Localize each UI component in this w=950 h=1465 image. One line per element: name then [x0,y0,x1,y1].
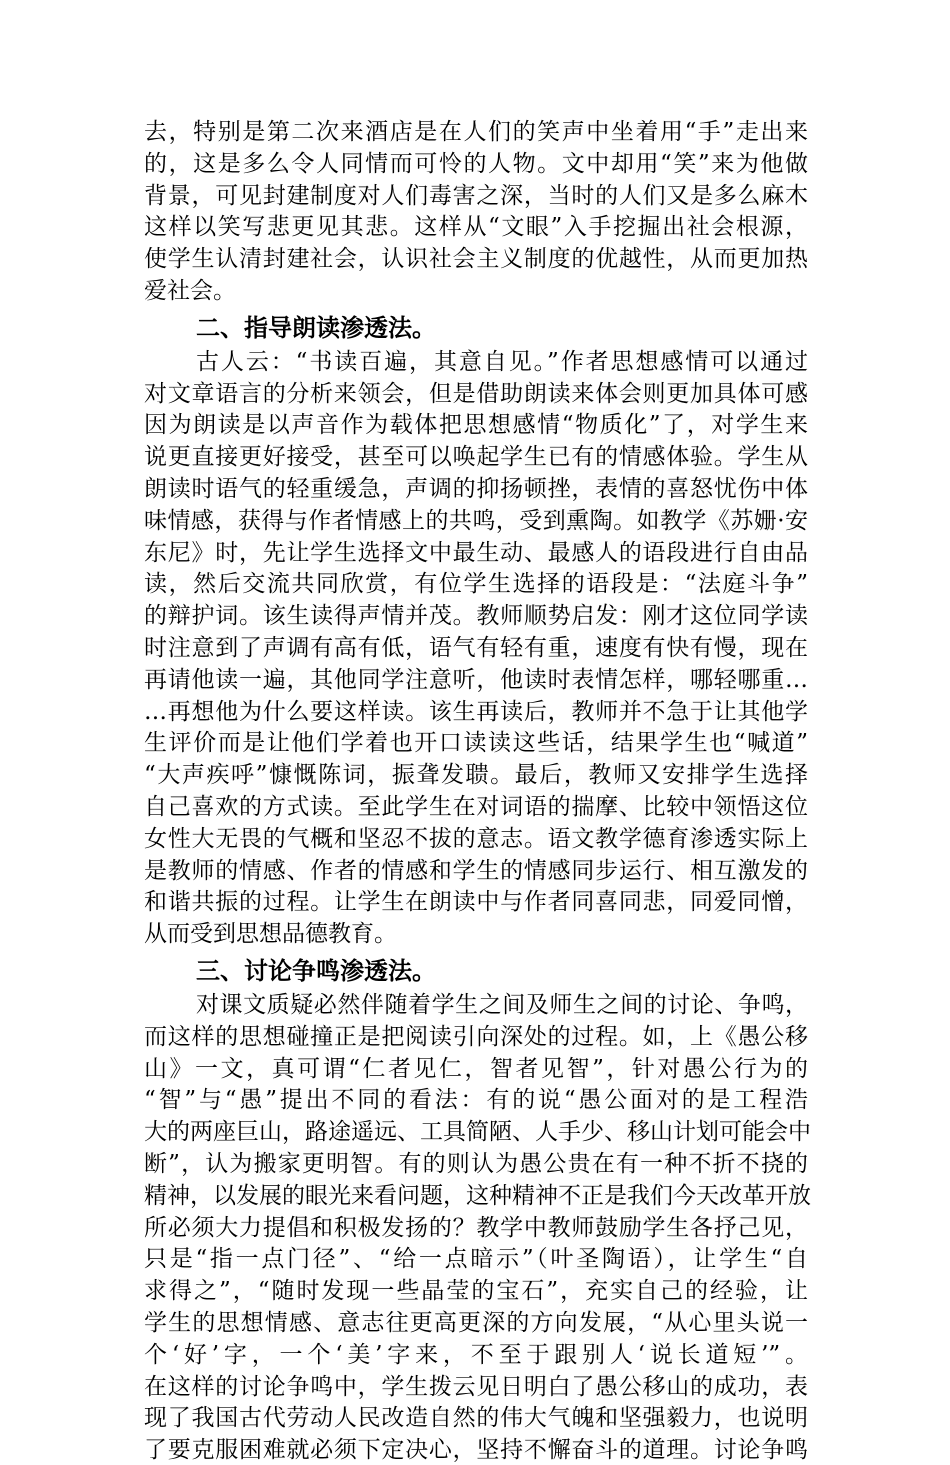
paragraph-line: 学生的思想情感、意志往更高更深的方向发展，“从心里头说一 [144,1310,808,1336]
paragraph-line: 去，特别是第二次来酒店是在人们的笑声中坐着用“手”走出来 [144,119,808,145]
paragraph-line: 因为朗读是以声音作为载体把思想感情“物质化”了，对学生来 [144,412,808,439]
section-heading-three: 三、讨论争鸣渗透法。 [196,957,436,985]
paragraph-line: 说更直接更好接受，甚至可以唤起学生已有的情感体验。学生从 [144,444,808,471]
paragraph-line: 个‘好’字，一个‘美’字来，不至于跟别人‘说长道短’”。 [144,1341,808,1368]
paragraph-line: 是教师的情感、作者的情感和学生的情感同步运行、相互激发的 [144,857,808,884]
paragraph-line: 味情感，获得与作者情感上的共鸣，受到熏陶。如教学《苏姗·安 [144,507,808,534]
paragraph-line: 只是“指一点门径”、“给一点暗示”（叶圣陶语），让学生“自 [144,1246,808,1273]
paragraph-line: 的，这是多么令人同情而可怜的人物。文中却用“笑”来为他做 [144,150,808,177]
paragraph-line: “智”与“愚”提出不同的看法：有的说“愚公面对的是工程浩 [144,1087,808,1114]
paragraph-line: 女性大无畏的气概和坚忍不拔的意志。语文教学德育渗透实际上 [144,825,808,852]
paragraph-line: 生评价而是让他们学着也开口读读这些话，结果学生也“喊道” [144,730,808,757]
paragraph-line: 对课文质疑必然伴随着学生之间及师生之间的讨论、争鸣， [196,992,808,1018]
paragraph-line: 再请他读一遍，其他同学注意听，他读时表情怎样，哪轻哪重… [144,666,808,693]
paragraph-line: 和谐共振的过程。让学生在朗读中与作者同喜同悲，同爱同憎， [144,889,808,916]
paragraph-line: 时注意到了声调有高有低，语气有轻有重，速度有快有慢，现在 [144,635,808,661]
paragraph-line: 现了我国古代劳动人民改造自然的伟大气魄和坚强毅力，也说明 [144,1405,808,1432]
paragraph-line: 对文章语言的分析来领会，但是借助朗读来体会则更加具体可感 [144,380,808,407]
paragraph-line: 自己喜欢的方式读。至此学生在对词语的揣摩、比较中领悟这位 [144,794,808,820]
paragraph-line: …再想他为什么要这样读。该生再读后，教师并不急于让其他学 [144,698,808,725]
paragraph-line: 所必须大力提倡和积极发扬的？教学中教师鼓励学生各抒己见， [144,1214,808,1241]
paragraph-line: 这样以笑写悲更见其悲。这样从“文眼”入手挖掘出社会根源， [144,214,808,241]
paragraph-line: 爱社会。 [144,278,236,304]
paragraph-line: 古人云：“书读百遍，其意自见。”作者思想感情可以通过 [196,348,808,375]
paragraph-line: 了要克服困难就必须下定决心，坚持不懈奋斗的道理。讨论争鸣 [144,1437,808,1464]
paragraph-line: 断”，认为搬家更明智。有的则认为愚公贵在有一种不折不挠的 [144,1151,808,1177]
paragraph-line: 读，然后交流共同欣赏，有位学生选择的语段是：“法庭斗争” [144,571,808,598]
paragraph-line: 山》一文，真可谓“仁者见仁，智者见智”，针对愚公行为的 [144,1055,808,1082]
paragraph-line: 使学生认清封建社会，认识社会主义制度的优越性，从而更加热 [144,246,808,273]
paragraph-line: 朗读时语气的轻重缓急，声调的抑扬顿挫，表情的喜怒忧伤中体 [144,476,808,502]
paragraph-line: 的辩护词。该生读得声情并茂。教师顺势启发：刚才这位同学读 [144,603,808,630]
paragraph-line: 在这样的讨论争鸣中，学生拨云见日明白了愚公移山的成功，表 [144,1373,808,1400]
paragraph-line: 大的两座巨山，路途遥远、工具简陋、人手少、移山计划可能会中 [144,1119,811,1146]
paragraph-line: 而这样的思想碰撞正是把阅读引向深处的过程。如，上《愚公移 [144,1023,808,1050]
paragraph-line: “大声疾呼”慷慨陈词，振聋发聩。最后，教师又安排学生选择 [144,762,808,789]
paragraph-line: 求得之”，“随时发现一些晶莹的宝石”，充实自己的经验，让 [144,1278,808,1305]
paragraph-line: 背景，可见封建制度对人们毒害之深，当时的人们又是多么麻木 [144,182,808,209]
paragraph-line: 东尼》时，先让学生选择文中最生动、最感人的语段进行自由品 [144,539,808,566]
paragraph-line: 精神，以发展的眼光来看问题，这种精神不正是我们今天改革开放 [144,1182,811,1209]
section-heading-two: 二、指导朗读渗透法。 [196,313,436,342]
paragraph-line: 从而受到思想品德教育。 [144,921,397,948]
